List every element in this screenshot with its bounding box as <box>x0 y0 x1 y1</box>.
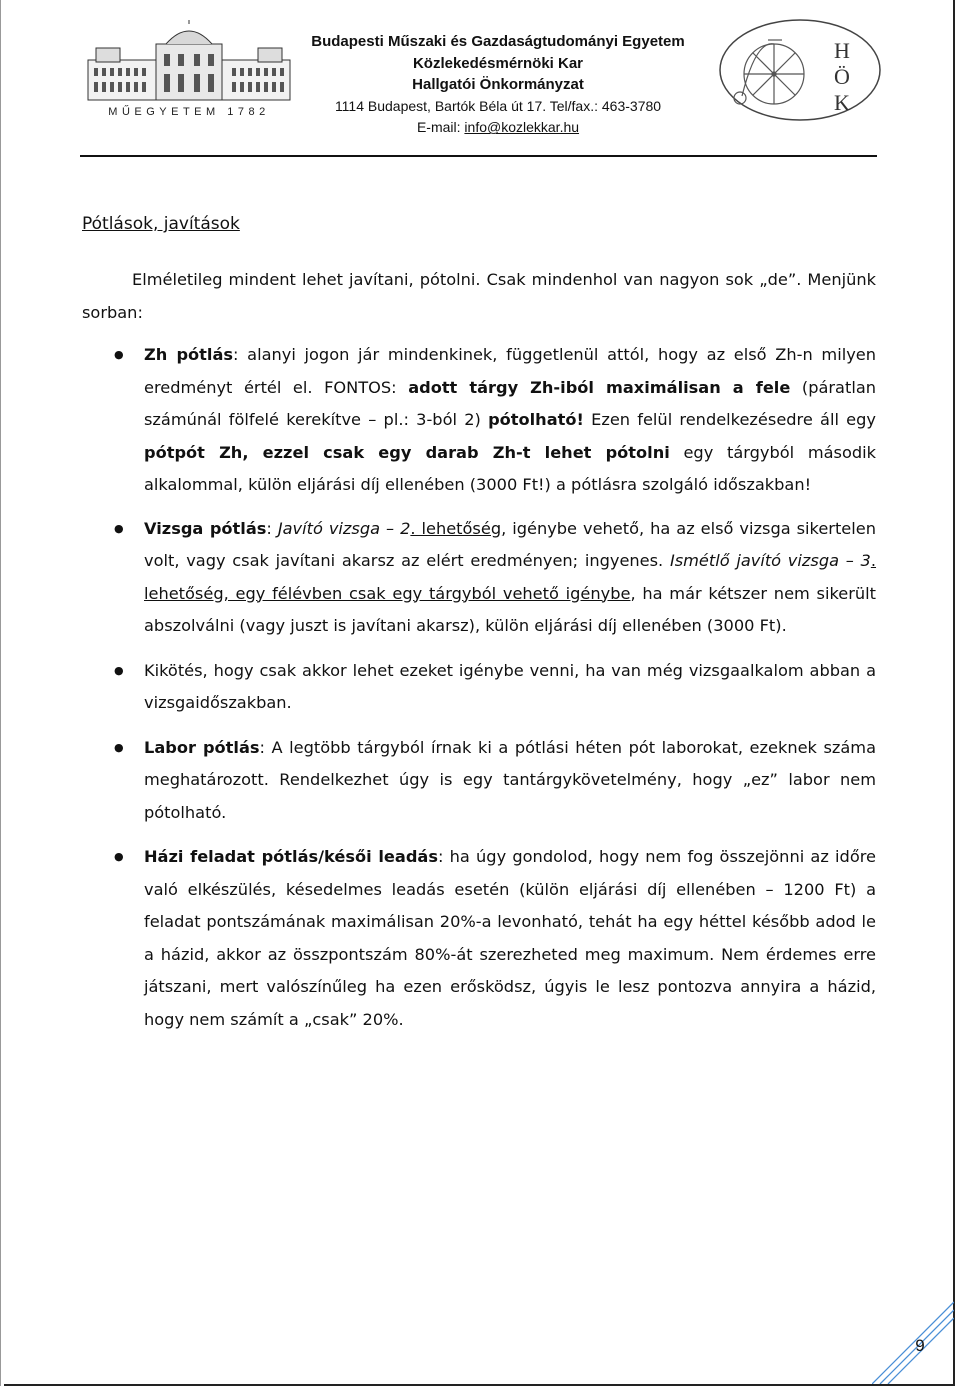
hok-letter-k: K <box>834 90 850 115</box>
vizsga-italic-1: Javító vizsga – 2 <box>277 518 411 538</box>
page-edge-bottom <box>4 1384 955 1386</box>
vizsga-italic-2: Ismétlő javító vizsga – 3 <box>669 551 871 570</box>
page-number: 9 <box>915 1336 925 1355</box>
intro-paragraph: Elméletileg mindent lehet javítani, pótolni. Csak mindenhol van nagyon sok „de”. Menjünk sorban: <box>82 270 876 322</box>
council-name: Hallgatói Önkormányzat <box>412 76 584 94</box>
faculty-name: Közlekedésmérnöki Kar <box>412 54 584 72</box>
rules-list <box>82 339 876 1036</box>
email-line <box>298 117 698 139</box>
list-item-labor <box>82 732 876 830</box>
list-item-vizsga <box>82 513 876 643</box>
page-edge-left <box>0 0 1 1386</box>
vizsga-text-1: : <box>266 518 278 538</box>
labor-label: Labor pótlás <box>144 737 260 757</box>
zh-bold-1: adott tárgy Zh-iból maximálisan a fele <box>408 377 791 397</box>
hok-letter-o: Ö <box>834 64 850 89</box>
vizsga-text-2: , igénybe vehető, ha az első vizsga sikertelen volt, vagy csak javítani akarsz az elért eredményen; ingyenes. <box>144 518 876 570</box>
zh-text-2: (páratlan számúnál fölfelé kerekítve – pl.: 3-ból 2) <box>144 377 876 429</box>
email-link[interactable]: info@kozlekkar.hu <box>464 119 580 136</box>
vizsga-underline-1: . lehetőség <box>410 518 502 538</box>
document-body <box>82 264 876 1036</box>
vizsga-text-3: , ha már kétszer nem sikerült abszolválni (vagy juszt is javítani akarsz), külön eljárási díj ellenében (3000 Ft). <box>144 583 876 635</box>
zh-bold-2: pótolható! <box>488 410 584 429</box>
vizsga-label: Vizsga pótlás <box>144 518 267 538</box>
hok-letter-h: H <box>834 38 850 63</box>
email-label: E-mail: <box>416 119 465 136</box>
university-name: Budapesti Műszaki és Gazdaságtudományi Egyetem <box>311 33 685 50</box>
zh-text-3: Ezen felül rendelkezésedre áll egy <box>583 410 876 429</box>
header-block <box>298 31 698 139</box>
header-divider <box>80 155 877 157</box>
list-item-zh <box>82 339 876 502</box>
section-title: Pótlások, javítások <box>82 214 240 234</box>
address-line: 1114 Budapest, Bartók Béla út 17. Tel/fax.: 463-3780 <box>334 97 662 114</box>
hazi-label: Házi feladat pótlás/késői leadás <box>144 847 438 866</box>
zh-text-1: : alanyi jogon jár mindenkinek, függetlenül attól, hogy az első Zh-n milyen eredményt értél el. FONTOS: <box>144 345 876 397</box>
zh-bold-3: pótpót Zh, ezzel csak egy darab Zh-t lehet pótolni <box>144 442 670 462</box>
labor-text: : A legtöbb tárgyból írnak ki a pótlási héten pót laborokat, ezeknek száma meghatározott. Rendelkezhet úgy is egy tantárgykövetelmény, hogy „ez” labor nem pótolható. <box>144 737 876 822</box>
university-logo-text: MŰEGYETEM 1782 <box>108 106 270 118</box>
zh-label: Zh pótlás <box>144 345 233 364</box>
list-item-hazi <box>82 841 876 1036</box>
bicycle-icon <box>734 40 804 104</box>
zh-text-4: egy tárgyból második alkalommal, külön eljárási díj ellenében (3000 Ft!) a pótlásra szolgáló időszakban! <box>144 442 876 494</box>
vizsga-underline-2: . lehetőség, egy félévben csak egy tárgyból vehető igénybe <box>144 551 877 603</box>
hok-logo <box>716 14 884 126</box>
university-logo <box>86 20 292 120</box>
list-item-kikotes: ● Kikötés, hogy csak akkor lehet ezeket igénybe venni, ha van még vizsgaalkalom abban a vizsgaidőszakban. <box>82 655 876 720</box>
hazi-text: : ha úgy gondolod, hogy nem fog összejönni az időre való elkészülés, késedelmes leadás esetén (külön eljárási díj ellenében – 1200 Ft) a feladat pontszámának maximálisan 20%-a levonható, tehát ha egy héttel később adod le a házid, akkor az összpontszám 80%-át szerezheted meg maximum. Nem érdemes erre játszani, mert valószínűleg ha ezen erősködsz, úgyis le lesz pontozva annyira a házid, hogy nem számít a „csak” 20%. <box>144 847 876 1029</box>
page-edge-right <box>953 0 955 1386</box>
